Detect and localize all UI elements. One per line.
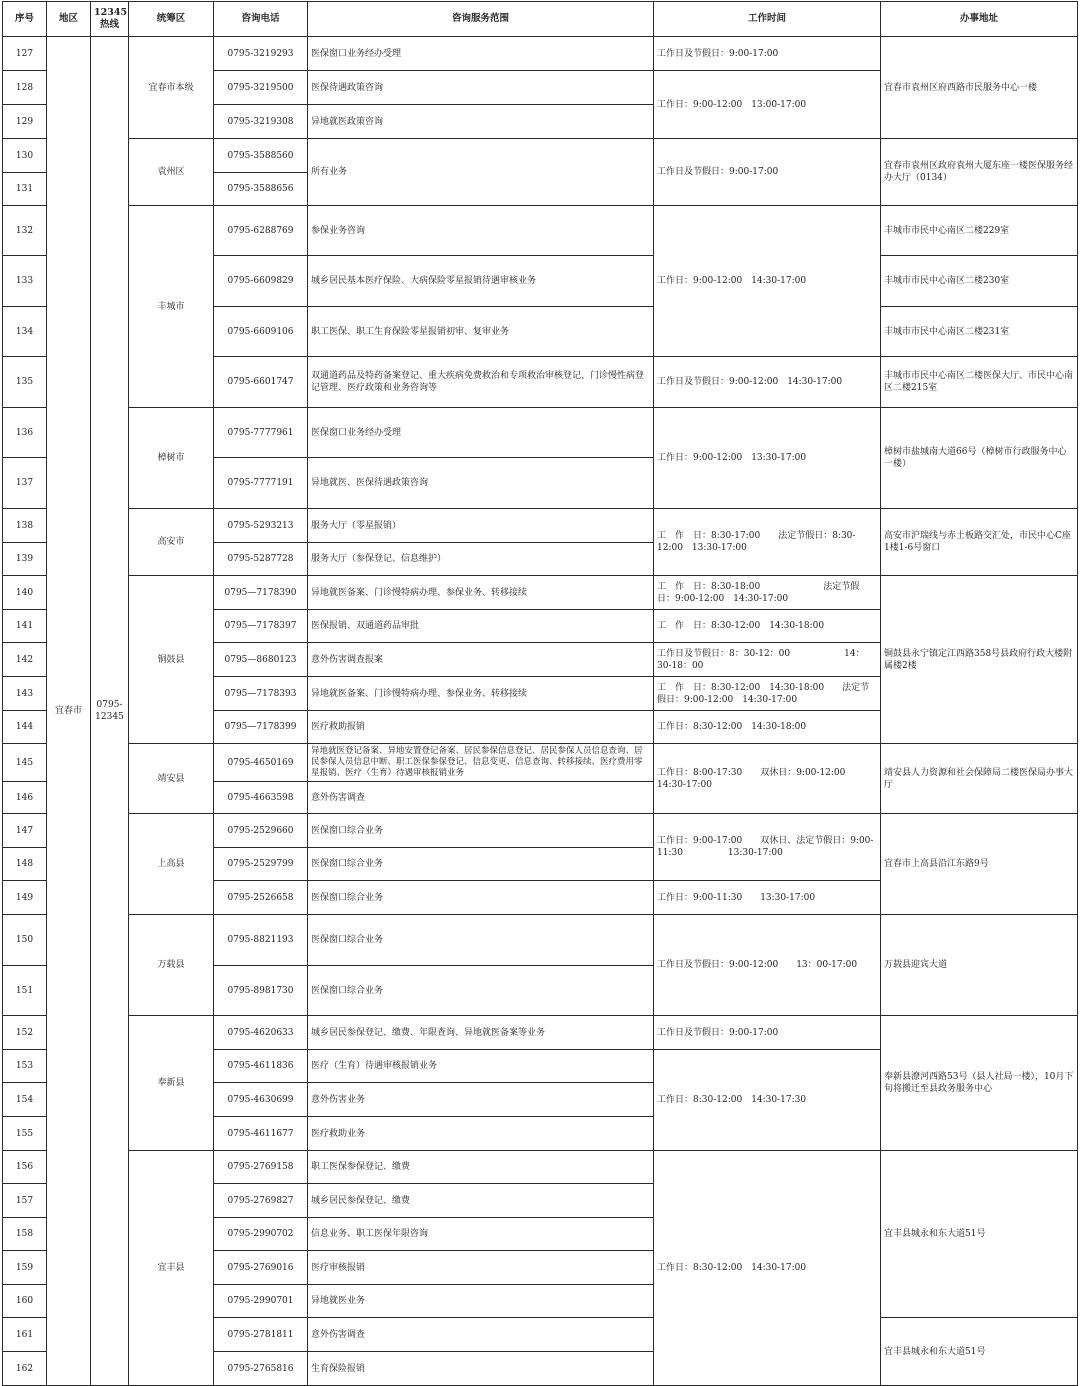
scope-cell: 意外伤害业务 [308,1083,654,1117]
table-row [3,37,1078,71]
table-row [3,744,1078,782]
phone-cell: 0795-2990701 [214,1285,308,1318]
table-row [3,408,1078,458]
phone-cell: 0795-6288769 [214,206,308,256]
phone-cell: 0795-2781811 [214,1318,308,1352]
scope-cell: 参保业务咨询 [308,206,654,256]
phone-cell: 0795-8821193 [214,915,308,966]
hours-cell: 工作日及节假日：9:00-12:00 14:30-17:00 [654,357,881,408]
table-row [3,206,1078,256]
hours-cell: 工 作 日：8:30-18:00 法定节假日：9:00-12:00 14:30-17:00 [654,576,881,610]
scope-cell: 生育保险报销 [308,1352,654,1386]
district-cell: 宜丰县 [129,1151,214,1386]
seq-cell: 147 [3,814,47,848]
header-phone: 咨询电话 [214,2,308,37]
seq-cell: 159 [3,1251,47,1285]
phone-cell: 0795-7777191 [214,458,308,509]
seq-cell: 141 [3,610,47,643]
address-cell: 宜春市上高县沿江东路9号 [881,814,1078,915]
seq-cell: 142 [3,643,47,677]
table-row [3,814,1078,848]
phone-cell: 0795-4663598 [214,782,308,814]
seq-cell: 127 [3,37,47,71]
table-row [3,509,1078,543]
scope-cell: 异地就医、医保待遇政策咨询 [308,458,654,509]
scope-cell: 医保窗口综合业务 [308,915,654,966]
phone-cell: 0795-2526658 [214,881,308,915]
phone-cell: 0795-4620633 [214,1016,308,1050]
table-row [3,1151,1078,1184]
scope-cell: 服务大厅（参保登记、信息维护） [308,543,654,576]
header-district: 统筹区 [129,2,214,37]
seq-cell: 135 [3,357,47,408]
seq-cell: 161 [3,1318,47,1352]
seq-cell: 130 [3,139,47,173]
scope-cell: 医保窗口综合业务 [308,881,654,915]
seq-cell: 154 [3,1083,47,1117]
phone-cell: 0795-4611836 [214,1050,308,1083]
hours-cell: 工作日：9:00-11:30 13:30-17:00 [654,881,881,915]
scope-cell: 异地就医登记备案、异地安置登记备案、居民参保信息登记、居民参保人员信息查询、居民参保人员信息中断、职工医保参保登记、信息变更、信息查询、转移接续、医疗费用零星报销、医疗（生育）待遇审核报销业务 [308,744,654,782]
address-cell: 丰城市市民中心南区二楼230室 [881,256,1078,307]
header-seq: 序号 [3,2,47,37]
address-cell: 高安市沪瑞线与赤土板路交汇处，市民中心C座1楼1-6号窗口 [881,509,1078,576]
scope-cell: 所有业务 [308,139,654,206]
seq-cell: 162 [3,1352,47,1386]
phone-cell: 0795-2769827 [214,1184,308,1218]
service-table [2,1,1078,1386]
phone-cell: 0795-3588656 [214,173,308,206]
seq-cell: 133 [3,256,47,307]
phone-cell: 0795-6601747 [214,357,308,408]
seq-cell: 137 [3,458,47,509]
district-cell: 铜鼓县 [129,576,214,744]
district-cell: 宜春市本级 [129,37,214,139]
scope-cell: 医疗审核报销 [308,1251,654,1285]
scope-cell: 城乡居民基本医疗保险、大病保险零星报销待遇审核业务 [308,256,654,307]
hotline-cell: 0795-12345 [91,37,129,1386]
scope-cell: 职工医保参保登记、缴费 [308,1151,654,1184]
scope-cell: 服务大厅（零星报销） [308,509,654,543]
hours-cell: 工作日及节假日：9:00-17:00 [654,139,881,206]
seq-cell: 152 [3,1016,47,1050]
scope-cell: 医疗救助业务 [308,1117,654,1151]
seq-cell: 144 [3,711,47,744]
seq-cell: 148 [3,848,47,881]
seq-cell: 129 [3,105,47,139]
table-row [3,139,1078,173]
hours-cell: 工作日及节假日：9:00-17:00 [654,1016,881,1050]
address-cell: 丰城市市民中心南区二楼231室 [881,307,1078,357]
scope-cell: 意外伤害调查报案 [308,643,654,677]
scope-cell: 医疗救助报销 [308,711,654,744]
header-hours: 工作时间 [654,2,881,37]
scope-cell: 意外伤害调查 [308,1318,654,1352]
seq-cell: 158 [3,1218,47,1251]
scope-cell: 城乡居民参保登记、缴费 [308,1184,654,1218]
scope-cell: 医保窗口综合业务 [308,814,654,848]
phone-cell: 0795—7178399 [214,711,308,744]
scope-cell: 意外伤害调查 [308,782,654,814]
phone-cell: 0795-7777961 [214,408,308,458]
phone-cell: 0795-3588560 [214,139,308,173]
hours-cell: 工作日：9:00-17:00 双休日、法定节假日：9:00-11:30 13:30-17:00 [654,814,881,881]
district-cell: 上高县 [129,814,214,915]
hours-cell: 工作日及节假日：9:00-12:00 13：00-17:00 [654,915,881,1016]
seq-cell: 128 [3,71,47,105]
phone-cell: 0795-2990702 [214,1218,308,1251]
phone-cell: 0795—7178390 [214,576,308,610]
phone-cell: 0795-5293213 [214,509,308,543]
hours-cell: 工作日及节假日：8：30-12：00 14：30-18：00 [654,643,881,677]
seq-cell: 136 [3,408,47,458]
hours-cell: 工作日：8:30-12:00 14:30-17:00 [654,1151,881,1386]
phone-cell: 0795-8981730 [214,966,308,1016]
hours-cell: 工作日：9:00-12:00 14:30-17:00 [654,206,881,357]
phone-cell: 0795-3219308 [214,105,308,139]
address-cell: 宜春市袁州区府西路市民服务中心一楼 [881,37,1078,139]
scope-cell: 医保窗口综合业务 [308,848,654,881]
scope-cell: 医保待遇政策咨询 [308,71,654,105]
table-row [3,576,1078,610]
table-row [3,1016,1078,1050]
address-cell: 靖安县人力资源和社会保障局二楼医保局办事大厅 [881,744,1078,814]
seq-cell: 157 [3,1184,47,1218]
phone-cell: 0795-6609106 [214,307,308,357]
header-row [3,2,1078,37]
district-cell: 高安市 [129,509,214,576]
address-cell: 奉新县潦河西路53号（县人社局一楼），10月下旬将搬迁至县政务服务中心 [881,1016,1078,1151]
phone-cell: 0795-2529660 [214,814,308,848]
phone-cell: 0795—8680123 [214,643,308,677]
district-cell: 奉新县 [129,1016,214,1151]
scope-cell: 职工医保、职工生育保险零星报销初审、复审业务 [308,307,654,357]
address-cell: 宜丰县城永和东大道51号 [881,1151,1078,1318]
phone-cell: 0795-3219500 [214,71,308,105]
phone-cell: 0795-2765816 [214,1352,308,1386]
seq-cell: 153 [3,1050,47,1083]
phone-cell: 0795-4630699 [214,1083,308,1117]
hours-cell: 工作日：8:00-17:30 双休日：9:00-12:00 14:30-17:00 [654,744,881,814]
scope-cell: 异地就医业务 [308,1285,654,1318]
phone-cell: 0795-3219293 [214,37,308,71]
seq-cell: 132 [3,206,47,256]
district-cell: 万载县 [129,915,214,1016]
district-cell: 丰城市 [129,206,214,408]
seq-cell: 149 [3,881,47,915]
header-scope: 咨询服务范围 [308,2,654,37]
header-region: 地区 [47,2,91,37]
hours-cell: 工 作 日：8:30-12:00 14:30-18:00 [654,610,881,643]
phone-cell: 0795-6609829 [214,256,308,307]
seq-cell: 155 [3,1117,47,1151]
phone-cell: 0795-2769158 [214,1151,308,1184]
seq-cell: 150 [3,915,47,966]
seq-cell: 160 [3,1285,47,1318]
district-cell: 樟树市 [129,408,214,509]
table-row [3,915,1078,966]
scope-cell: 双通道药品及特药备案登记、重大疾病免费救治和专项救治审核登记、门诊慢性病登记管理、医疗政策和业务咨询等 [308,357,654,408]
phone-cell: 0795—7178397 [214,610,308,643]
scope-cell: 异地就医备案、门诊慢特病办理、参保业务、转移接续 [308,576,654,610]
hours-cell: 工作日：9:00-12:00 13:30-17:00 [654,408,881,509]
scope-cell: 异地就医备案、门诊慢特病办理、参保业务、转移接续 [308,677,654,711]
scope-cell: 医疗（生育）待遇审核报销业务 [308,1050,654,1083]
address-cell: 宜丰县城永和东大道51号 [881,1318,1078,1386]
address-cell: 樟树市盐城南大道66号（樟树市行政服务中心一楼） [881,408,1078,509]
scope-cell: 医保窗口业务经办受理 [308,37,654,71]
district-cell: 袁州区 [129,139,214,206]
address-cell: 丰城市市民中心南区二楼医保大厅、市民中心南区二楼215室 [881,357,1078,408]
phone-cell: 0795-4650169 [214,744,308,782]
scope-cell: 信息业务、职工医保年限咨询 [308,1218,654,1251]
hours-cell: 工作日及节假日：9:00-17:00 [654,37,881,71]
seq-cell: 131 [3,173,47,206]
seq-cell: 138 [3,509,47,543]
hours-cell: 工 作 日：8:30-17:00 法定节假日：8:30-12:00 13:30-17:00 [654,509,881,576]
seq-cell: 140 [3,576,47,610]
hours-cell: 工 作 日：8:30-12:00 14:30-18:00 法定节假日：9:00-12:00 14:30-17:00 [654,677,881,711]
scope-cell: 异地就医政策咨询 [308,105,654,139]
scope-cell: 城乡居民参保登记、缴费、年限查询、异地就医备案等业务 [308,1016,654,1050]
phone-cell: 0795-4611677 [214,1117,308,1151]
seq-cell: 156 [3,1151,47,1184]
seq-cell: 145 [3,744,47,782]
header-hotline: 12345热线 [91,2,129,37]
seq-cell: 143 [3,677,47,711]
phone-cell: 0795—7178393 [214,677,308,711]
district-cell: 靖安县 [129,744,214,814]
address-cell: 丰城市市民中心南区二楼229室 [881,206,1078,256]
scope-cell: 医保窗口综合业务 [308,966,654,1016]
hours-cell: 工作日：9:00-12:00 13:00-17:00 [654,71,881,139]
seq-cell: 151 [3,966,47,1016]
seq-cell: 134 [3,307,47,357]
hours-cell: 工作日：8:30-12:00 14:30-18:00 [654,711,881,744]
seq-cell: 146 [3,782,47,814]
phone-cell: 0795-5287728 [214,543,308,576]
scope-cell: 医保报销、双通道药品审批 [308,610,654,643]
scope-cell: 医保窗口业务经办受理 [308,408,654,458]
region-cell: 宜春市 [47,37,91,1386]
seq-cell: 139 [3,543,47,576]
address-cell: 铜鼓县永宁镇定江西路358号县政府行政大楼附属楼2楼 [881,576,1078,744]
phone-cell: 0795-2529799 [214,848,308,881]
hours-cell: 工作日：8:30-12:00 14:30-17:30 [654,1050,881,1151]
address-cell: 宜春市袁州区政府袁州大厦东座一楼医保服务经办大厅（0134） [881,139,1078,206]
header-address: 办事地址 [881,2,1078,37]
phone-cell: 0795-2769016 [214,1251,308,1285]
address-cell: 万载县迎宾大道 [881,915,1078,1016]
